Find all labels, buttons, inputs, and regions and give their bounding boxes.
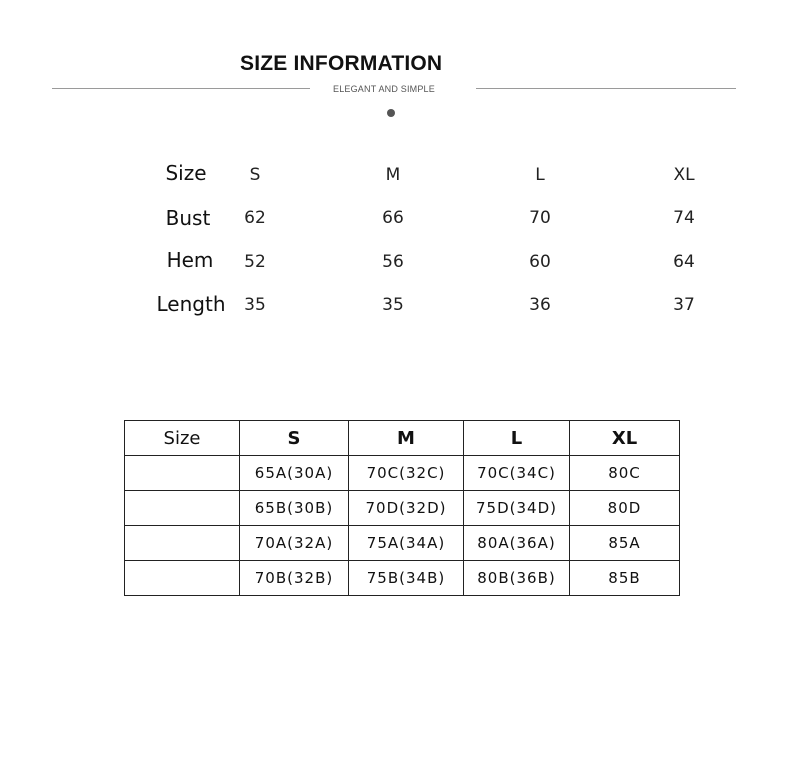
table-header-s: S	[240, 421, 349, 456]
table-header-l: L	[464, 421, 570, 456]
length-l: 36	[529, 295, 551, 315]
length-m: 35	[382, 295, 404, 315]
decorative-dot	[387, 109, 395, 117]
table-cell: 70C(34C)	[464, 456, 570, 491]
table-cell: 80C	[570, 456, 680, 491]
table-row	[125, 561, 680, 596]
bra-size-table	[124, 420, 680, 596]
divider-left	[52, 88, 310, 89]
bust-l: 70	[529, 208, 551, 228]
table-header-size: Size	[125, 421, 240, 456]
row-label-bust: Bust	[165, 206, 211, 230]
bust-s: 62	[244, 208, 266, 228]
length-xl: 37	[673, 295, 695, 315]
hem-l: 60	[529, 252, 551, 272]
table-cell: 70D(32D)	[349, 491, 464, 526]
page-subtitle: ELEGANT AND SIMPLE	[333, 84, 435, 94]
table-cell: 70A(32A)	[240, 526, 349, 561]
table-cell: 70B(32B)	[240, 561, 349, 596]
size-header-m: M	[385, 165, 401, 185]
table-cell	[125, 561, 240, 596]
table-row	[125, 456, 680, 491]
row-label-hem: Hem	[166, 248, 214, 272]
bust-m: 66	[382, 208, 404, 228]
table-cell: 75A(34A)	[349, 526, 464, 561]
row-label-size: Size	[165, 161, 207, 185]
table-header-xl: XL	[570, 421, 680, 456]
table-cell: 80A(36A)	[464, 526, 570, 561]
row-label-length: Length	[156, 292, 226, 316]
table-cell: 80B(36B)	[464, 561, 570, 596]
size-header-s: S	[249, 165, 261, 185]
divider-right	[476, 88, 736, 89]
hem-xl: 64	[673, 252, 695, 272]
table-cell: 80D	[570, 491, 680, 526]
table-cell	[125, 491, 240, 526]
table-cell	[125, 526, 240, 561]
size-header-l: L	[535, 165, 545, 185]
table-header-row	[125, 421, 680, 456]
table-header-m: M	[349, 421, 464, 456]
table-cell: 85B	[570, 561, 680, 596]
table-row	[125, 526, 680, 561]
hem-m: 56	[382, 252, 404, 272]
length-s: 35	[244, 295, 266, 315]
hem-s: 52	[244, 252, 266, 272]
size-header-xl: XL	[673, 165, 695, 185]
table-cell: 65B(30B)	[240, 491, 349, 526]
table-cell: 70C(32C)	[349, 456, 464, 491]
table-cell	[125, 456, 240, 491]
table-cell: 75B(34B)	[349, 561, 464, 596]
page-title: SIZE INFORMATION	[240, 52, 443, 75]
table-cell: 75D(34D)	[464, 491, 570, 526]
table-cell: 85A	[570, 526, 680, 561]
table-cell: 65A(30A)	[240, 456, 349, 491]
table-row	[125, 491, 680, 526]
bust-xl: 74	[673, 208, 695, 228]
